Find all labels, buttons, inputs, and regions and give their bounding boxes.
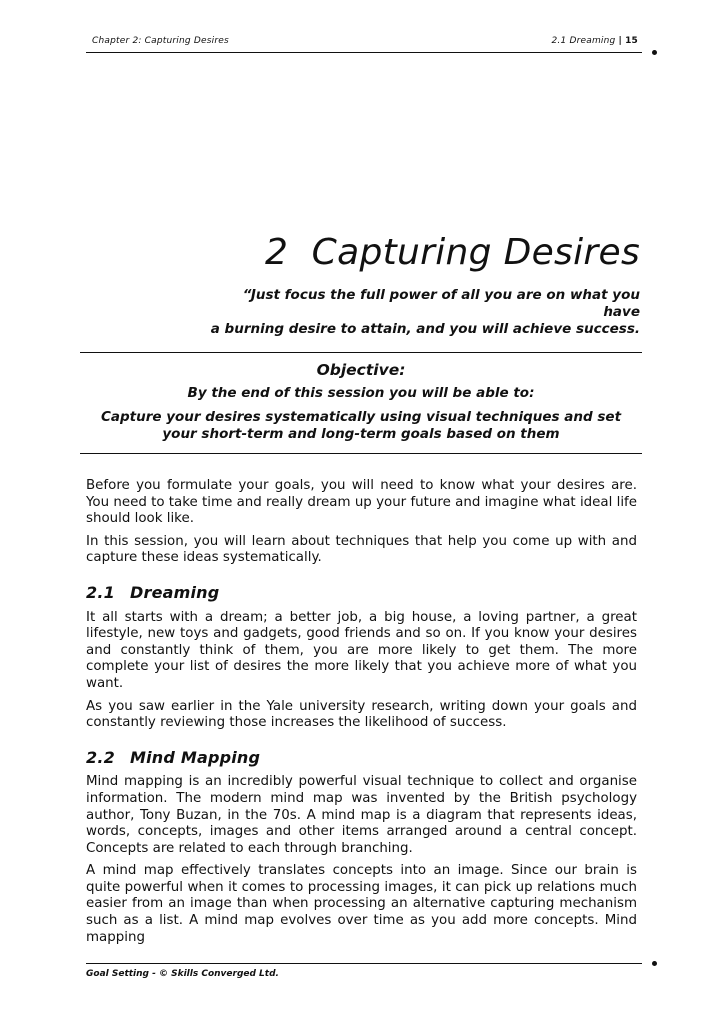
footer-text: Goal Setting - © Skills Converged Ltd. [86, 969, 279, 979]
header-dot-icon [652, 50, 657, 55]
section-paragraph: As you saw earlier in the Yale university research, writing down your goals and constantly reviewing those increases the likelihood of success. [86, 698, 637, 731]
chapter-number: 2 [264, 232, 289, 273]
page-header [86, 30, 642, 53]
section-title: Dreaming [130, 582, 220, 602]
intro-paragraph: Before you formulate your goals, you will need to know what your desires are. You need to take time and really dream up your future and imagine what ideal life should look like. [86, 478, 637, 527]
section-paragraph: It all starts with a dream; a better job, a big house, a loving partner, a great lifestyle, new toys and gadgets, good friends and so on. If you know your desires and constantly think of them, you are more likely to get them. The more complete your list of desires the more likely that you achieve more of what you want. [86, 609, 637, 691]
header-chapter: Chapter 2: Capturing Desires [92, 36, 229, 46]
chapter-title [265, 232, 640, 273]
footer-dot-icon [652, 961, 657, 966]
main-content [86, 478, 637, 952]
header-section [551, 36, 638, 46]
objective-box [80, 352, 642, 454]
section-number: 2.1 [86, 582, 115, 602]
section-title: Mind Mapping [130, 747, 261, 767]
quote-line-2: a burning desire to attain, and you will achieve success. [210, 321, 640, 337]
section-heading-dreaming [86, 582, 637, 602]
section-paragraph: A mind map effectively translates concepts into an image. Since our brain is quite powerful when it comes to processing images, it can pick up relations much easier from an image than when processing an alternative capturing mechanism such as a list. A mind map evolves over time as you add more concepts. Mind mapping [86, 863, 637, 945]
header-section-title: 2.1 Dreaming [551, 36, 616, 46]
header-separator: | [618, 36, 622, 46]
intro-paragraph: In this session, you will learn about techniques that help you come up with and capture these ideas systematically. [86, 533, 637, 566]
chapter-title-text: Capturing Desires [311, 232, 640, 273]
section-number: 2.2 [86, 747, 115, 767]
chapter-quote [210, 287, 640, 338]
objective-intro: By the end of this session you will be able to: [187, 385, 535, 401]
section-paragraph: Mind mapping is an incredibly powerful visual technique to collect and organise information. The modern mind map was invented by the British psychology author, Tony Buzan, in the 70s. A mind map is a diagram that represents ideas, words, concepts, images and other items arranged around a central concept. Concepts are related to each through branching. [86, 774, 637, 856]
section-heading-mind-mapping [86, 747, 637, 767]
objective-heading: Objective: [316, 361, 406, 379]
objective-text: Capture your desires systematically using visual techniques and set your short-term and long-term goals based on them [100, 409, 622, 442]
page-footer [86, 963, 642, 984]
header-page-number: 15 [625, 36, 638, 46]
quote-line-1: “Just focus the full power of all you are on what you have [242, 287, 640, 320]
